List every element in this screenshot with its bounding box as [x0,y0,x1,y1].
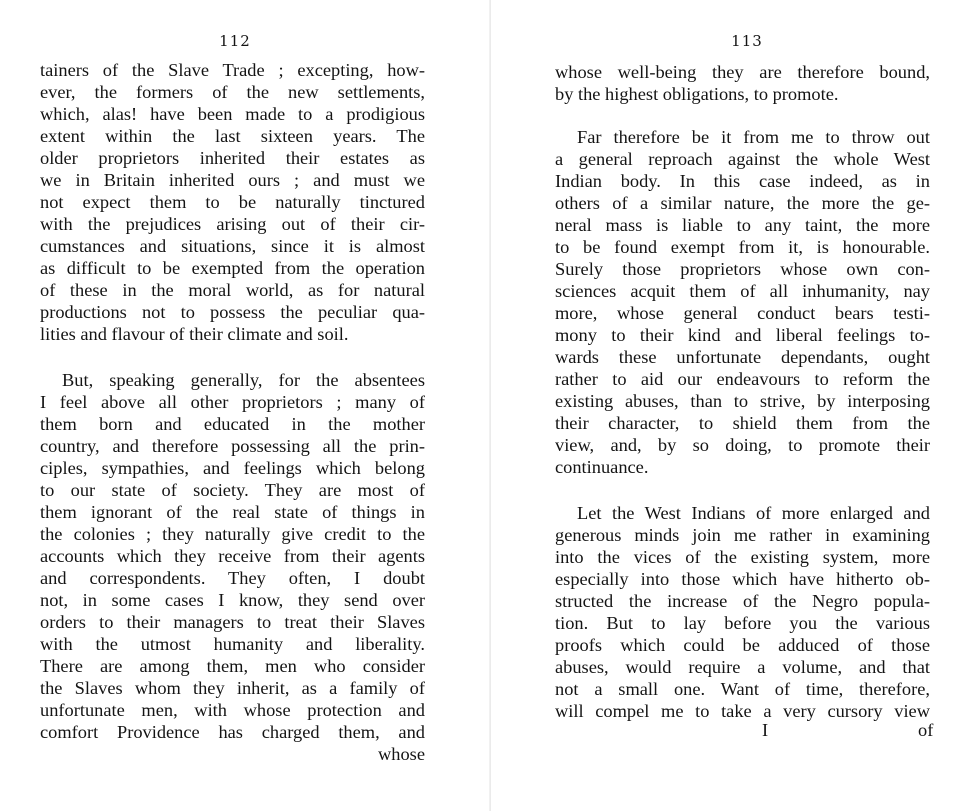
text-line: I feel above all other proprietors ; many of [40,392,425,412]
text-line: not, in some cases I know, they send over [40,590,425,610]
text-line: lities and flavour of their climate and soil. [40,324,349,344]
text-line: with the utmost humanity and liberality. [40,634,425,654]
page-number-right: 113 [731,32,763,50]
text-line: tion. But to lay before you the various [555,613,930,633]
text-line: orders to their managers to treat their Slaves [40,612,425,632]
text-line: view, and, by so doing, to promote their [555,435,930,455]
text-line: sciences acquit them of all inhumanity, nay [555,281,930,301]
text-line: unfortunate men, with whose protection and [40,700,425,720]
text-line: with the prejudices arising out of their cir- [40,214,425,234]
text-line: extent within the last sixteen years. The [40,126,425,146]
text-line: which, alas! have been made to a prodigious [40,104,425,124]
paragraph-start: But, speaking generally, for the absentees [62,370,425,390]
text-line: ever, the formers of the new settlements, [40,82,425,102]
text-line: There are among them, men who consider [40,656,425,676]
text-line: by the highest obligations, to promote. [555,84,839,104]
text-line: tainers of the Slave Trade ; excepting, how- [40,60,425,80]
text-line: older proprietors inherited their estates as [40,148,425,168]
text-line: rather to aid our endeavours to reform the [555,369,930,389]
right-page [490,0,980,811]
right-page-text [555,61,930,722]
text-line: others of a similar nature, the more the ge- [555,193,930,213]
catchword-right: of [918,720,934,740]
text-line: especially into those which have hitherto ob- [555,569,930,589]
text-line: continuance. [555,457,649,477]
signature-mark: I [762,720,769,740]
text-line: ciples, sympathies, and feelings which belong [40,458,425,478]
text-line: wards these unfortunate dependants, ought [555,347,930,367]
text-line: generous minds join me rather in examining [555,525,930,545]
page-number-left: 112 [219,32,251,50]
text-line: more, whose general conduct bears testi- [555,303,930,323]
text-line: comfort Providence has charged them, and [40,722,425,742]
text-line: them ignorant of the real state of things in [40,502,425,522]
text-line: Indian body. In this case indeed, as in [555,171,930,191]
text-line: to be found exempt from it, is honourable. [555,237,930,257]
text-line: we in Britain inherited ours ; and must we [40,170,425,190]
text-line: existing abuses, than to strive, by interposing [555,391,930,411]
text-line: the Slaves whom they inherit, as a family of [40,678,425,698]
paragraph-start: Far therefore be it from me to throw out [577,127,930,147]
left-page-text [40,59,425,765]
text-line: their character, to shield them from the [555,413,930,433]
text-line: productions not to possess the peculiar qua- [40,302,425,322]
text-line: and correspondents. They often, I doubt [40,568,425,588]
text-line: into the vices of the existing system, more [555,547,930,567]
text-line: country, and therefore possessing all the prin- [40,436,425,456]
text-line: them born and educated in the mother [40,414,425,434]
text-line: the colonies ; they naturally give credit to the [40,524,425,544]
text-line: not a small one. Want of time, therefore, [555,679,930,699]
text-line: neral mass is liable to any taint, the more [555,215,930,235]
text-line: abuses, would require a volume, and that [555,657,930,677]
catchword-left: whose [378,744,425,764]
paragraph-start: Let the West Indians of more enlarged and [577,503,930,523]
text-line: accounts which they receive from their agents [40,546,425,566]
text-line: as difficult to be exempted from the operation [40,258,425,278]
text-line: to our state of society. They are most of [40,480,425,500]
text-line: mony to their kind and liberal feelings to- [555,325,930,345]
text-line: structed the increase of the Negro popula- [555,591,930,611]
text-line: whose well-being they are therefore bound, [555,62,930,82]
text-line: cumstances and situations, since it is almost [40,236,425,256]
text-line: will compel me to take a very cursory view [555,701,930,721]
text-line: not expect them to be naturally tinctured [40,192,425,212]
text-line: a general reproach against the whole West [555,149,930,169]
text-line: proofs which could be adduced of those [555,635,930,655]
text-line: of these in the moral world, as for natural [40,280,425,300]
text-line: Surely those proprietors whose own con- [555,259,930,279]
